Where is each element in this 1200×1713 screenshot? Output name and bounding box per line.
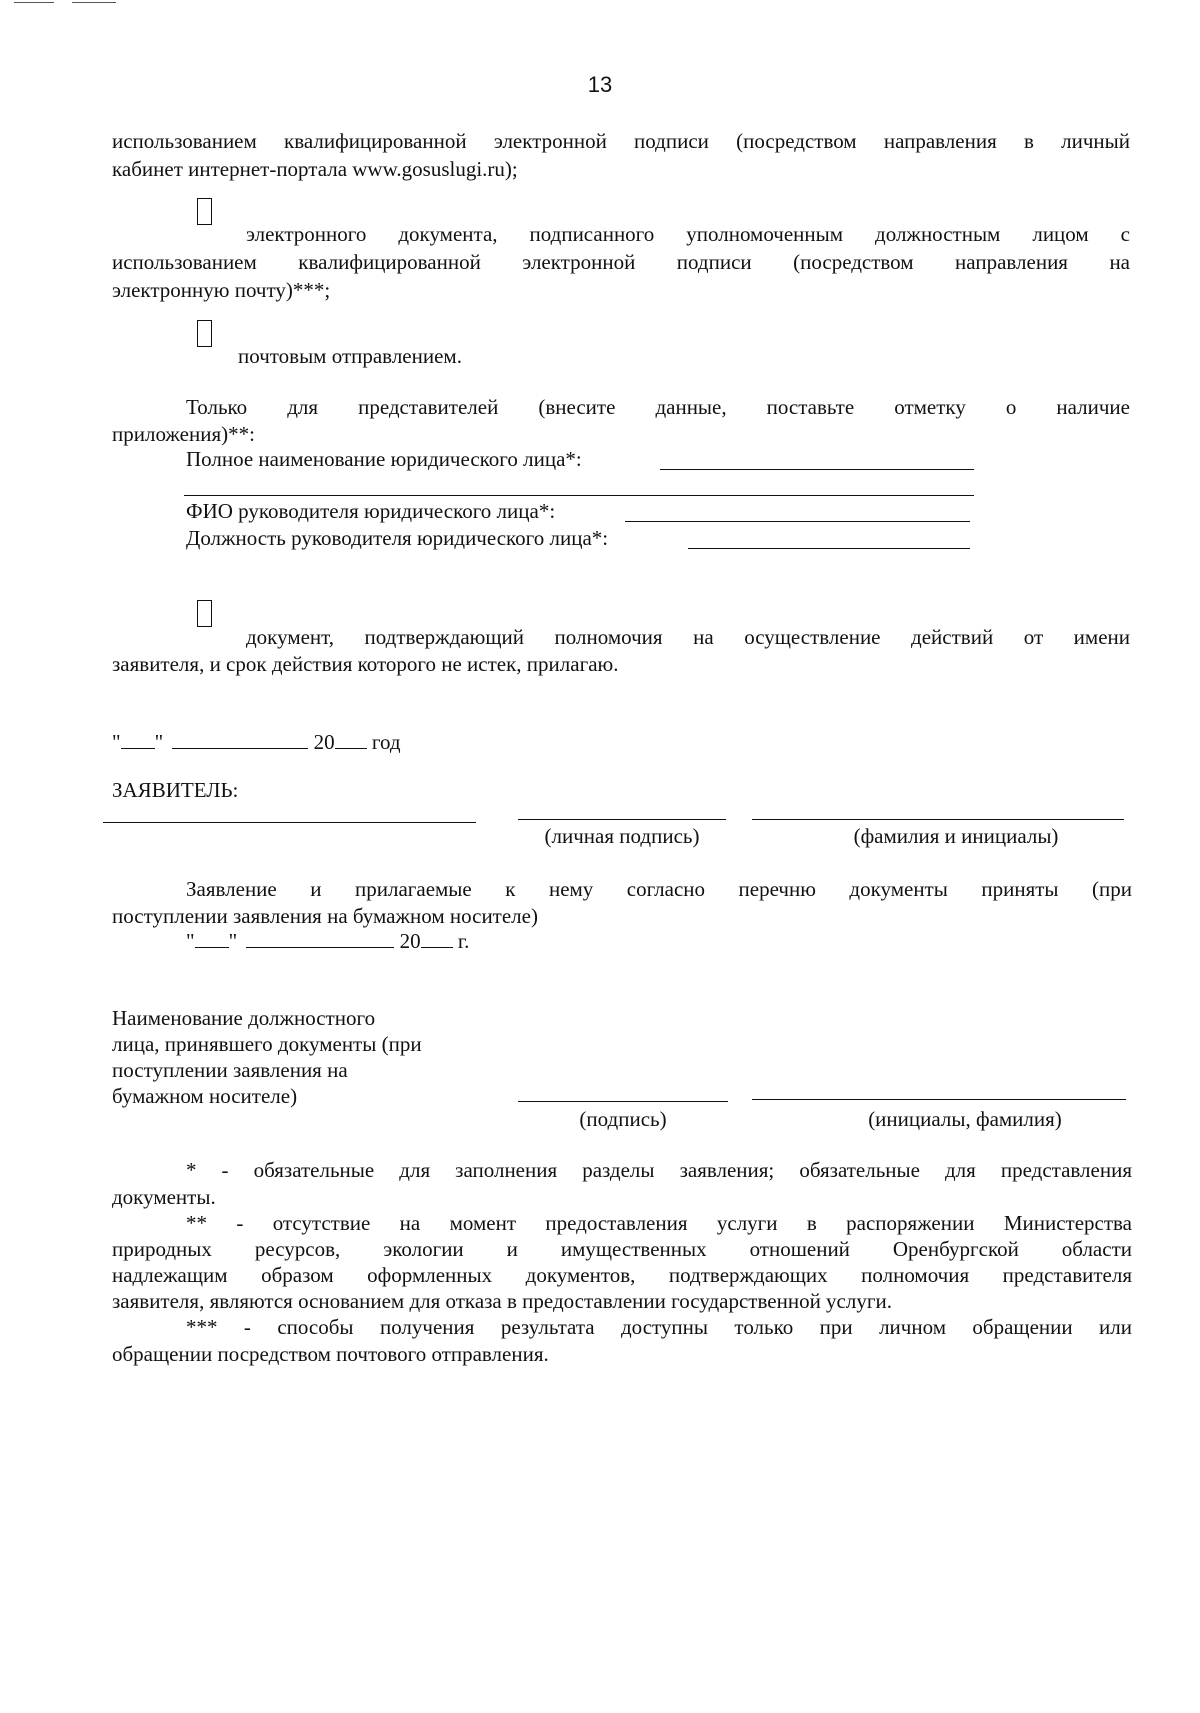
- scan-edge-mark: [14, 2, 54, 3]
- applicant-signature-caption: (личная подпись): [544, 824, 700, 848]
- official-title-line1: Наименование должностного: [112, 1006, 376, 1030]
- legal-entity-name-field-continued[interactable]: [184, 495, 974, 496]
- delivery-option-post-label: почтовым отправлением.: [238, 344, 462, 368]
- official-signature-field[interactable]: [518, 1101, 728, 1102]
- official-title-line2: лица, принявшего документы (при: [112, 1032, 422, 1056]
- acceptance-year-field[interactable]: [421, 946, 453, 948]
- acceptance-year-suffix: г.: [457, 929, 470, 953]
- delivery-option-portal-line2: кабинет интернет-портала www.gosuslugi.ru);: [112, 157, 518, 181]
- date-year-suffix: год: [371, 730, 401, 754]
- acceptance-quote-close: ": [228, 929, 238, 953]
- acceptance-month-field[interactable]: [246, 946, 394, 948]
- footnote-2-line2: природных ресурсов, экологии и имущественных отношений Оренбургской области: [112, 1237, 1132, 1261]
- footnote-3-line2: обращении посредством почтового отправления.: [112, 1342, 549, 1366]
- scan-edge-mark: [72, 2, 116, 3]
- official-name-field[interactable]: [752, 1099, 1126, 1100]
- delivery-option-email-line2: использованием квалифицированной электронной подписи (посредством направления на: [112, 250, 1130, 274]
- head-name-label: ФИО руководителя юридического лица*:: [186, 499, 556, 523]
- footnote-2-line3: надлежащим образом оформленных документов, подтверждающих полномочия представителя: [112, 1263, 1132, 1287]
- footnote-2-line1: ** - отсутствие на момент предоставления услуги в распоряжении Министерства: [186, 1211, 1132, 1235]
- authority-document-checkbox[interactable]: [197, 600, 212, 627]
- footnote-1-line2: документы.: [112, 1185, 216, 1209]
- footnote-1-line1: * - обязательные для заполнения разделы заявления; обязательные для представления: [186, 1158, 1132, 1182]
- applicant-signature-field[interactable]: [518, 819, 726, 820]
- official-title-line4: бумажном носителе): [112, 1084, 298, 1108]
- head-position-label: Должность руководителя юридического лица*:: [186, 526, 609, 550]
- footnote-3-line1: *** - способы получения результата доступны только при личном обращении или: [186, 1315, 1132, 1339]
- date-month-field[interactable]: [172, 747, 308, 749]
- post-delivery-checkbox[interactable]: [197, 320, 212, 347]
- acceptance-line1: Заявление и прилагаемые к нему согласно перечню документы приняты (при: [186, 877, 1132, 901]
- date-day-field[interactable]: [121, 747, 155, 749]
- date-quote-close: ": [154, 730, 164, 754]
- date-year-field[interactable]: [335, 747, 367, 749]
- acceptance-day-field[interactable]: [195, 946, 229, 948]
- head-name-field[interactable]: [625, 521, 970, 522]
- delivery-option-email-line1: электронного документа, подписанного уполномоченным должностным лицом с: [246, 222, 1130, 246]
- applicant-label: ЗАЯВИТЕЛЬ:: [112, 778, 239, 802]
- legal-entity-name-label: Полное наименование юридического лица*:: [186, 447, 582, 471]
- official-name-caption: (инициалы, фамилия): [868, 1107, 1062, 1131]
- representatives-intro-line2: приложения)**:: [112, 422, 255, 446]
- acceptance-quote-open: ": [186, 929, 195, 953]
- acceptance-year-prefix: 20: [399, 929, 421, 953]
- footnote-2-line4: заявителя, являются основанием для отказа в предоставлении государственной услуги.: [112, 1289, 892, 1313]
- applicant-name-field[interactable]: [752, 819, 1124, 820]
- acceptance-date: [186, 928, 469, 955]
- page-number: 13: [587, 72, 613, 97]
- official-title-line3: поступлении заявления на: [112, 1058, 348, 1082]
- applicant-name-caption: (фамилия и инициалы): [853, 824, 1059, 848]
- applicant-field[interactable]: [103, 822, 476, 823]
- legal-entity-name-field[interactable]: [660, 469, 974, 470]
- acceptance-line2: поступлении заявления на бумажном носителе): [112, 904, 538, 928]
- delivery-option-portal-line1: использованием квалифицированной электронной подписи (посредством направления в личный: [112, 129, 1130, 153]
- application-date: [112, 729, 401, 756]
- email-delivery-checkbox[interactable]: [197, 198, 212, 225]
- date-quote-open: ": [112, 730, 121, 754]
- head-position-field[interactable]: [688, 548, 970, 549]
- date-year-prefix: 20: [313, 730, 335, 754]
- representatives-intro-line1: Только для представителей (внесите данные, поставьте отметку о наличие: [186, 395, 1130, 419]
- authority-document-line2: заявителя, и срок действия которого не истек, прилагаю.: [112, 652, 619, 676]
- official-signature-caption: (подпись): [579, 1107, 667, 1131]
- authority-document-line1: документ, подтверждающий полномочия на осуществление действий от имени: [246, 625, 1130, 649]
- delivery-option-email-line3: электронную почту)***;: [112, 278, 331, 302]
